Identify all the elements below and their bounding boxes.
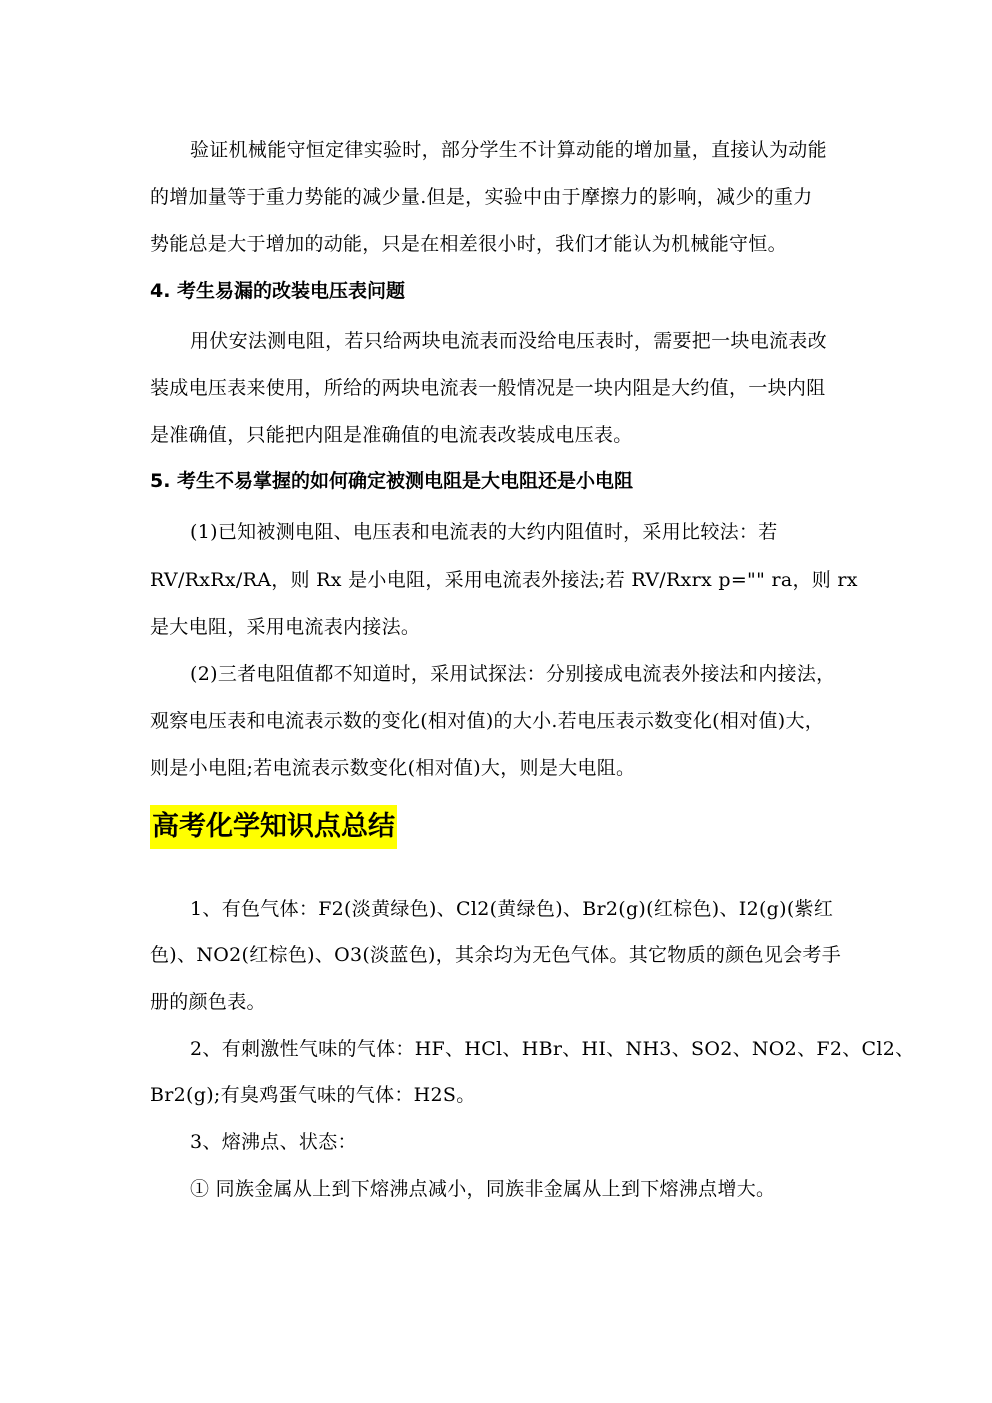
text-line: (1)已知被测电阻、电压表和电流表的大约内阻值时，采用比较法：若	[190, 521, 778, 543]
text-line: 册的颜色表。	[150, 991, 266, 1013]
text-line: RV/RxRx/RA，则 Rx 是小电阻，采用电流表外接法;若 RV/Rxrx p="" ra，则 rx	[150, 569, 858, 591]
text-line: 势能总是大于增加的动能，只是在相差很小时，我们才能认为机械能守恒。	[150, 233, 787, 255]
text-line: 是准确值，只能把内阻是准确值的电流表改装成电压表。	[150, 424, 633, 446]
text-line: 2、有刺激性气味的气体：HF、HCl、HBr、HI、NH3、SO2、NO2、F2、Cl2、	[190, 1038, 915, 1060]
text-line: 装成电压表来使用，所给的两块电流表一般情况是一块内阻是大约值，一块内阻	[150, 377, 826, 399]
text-line: 则是小电阻;若电流表示数变化(相对值)大，则是大电阻。	[150, 757, 636, 779]
section-heading-5: 5. 考生不易掌握的如何确定被测电阻是大电阻还是小电阻	[150, 470, 634, 492]
text-line: 的增加量等于重力势能的减少量.但是，实验中由于摩擦力的影响，减少的重力	[150, 186, 813, 208]
text-line: ① 同族金属从上到下熔沸点减小，同族非金属从上到下熔沸点增大。	[190, 1178, 776, 1200]
chemistry-title: 高考化学知识点总结	[150, 805, 397, 849]
text-line: 色)、NO2(红棕色)、O3(淡蓝色)，其余均为无色气体。其它物质的颜色见会考手	[150, 944, 842, 966]
text-line: 1、有色气体：F2(淡黄绿色)、Cl2(黄绿色)、Br2(g)(红棕色)、I2(g)(紫红	[190, 898, 834, 920]
text-line: Br2(g);有臭鸡蛋气味的气体：H2S。	[150, 1084, 476, 1106]
text-line: 验证机械能守恒定律实验时，部分学生不计算动能的增加量，直接认为动能	[190, 139, 827, 161]
section-heading-4: 4. 考生易漏的改装电压表问题	[150, 280, 406, 302]
text-line: 3、熔沸点、状态：	[190, 1131, 357, 1153]
text-line: 用伏安法测电阻，若只给两块电流表而没给电压表时，需要把一块电流表改	[190, 330, 827, 352]
text-line: 观察电压表和电流表示数的变化(相对值)的大小.若电压表示数变化(相对值)大，	[150, 710, 825, 732]
text-line: 是大电阻，采用电流表内接法。	[150, 616, 421, 638]
text-line: (2)三者电阻值都不知道时，采用试探法：分别接成电流表外接法和内接法，	[190, 663, 836, 685]
